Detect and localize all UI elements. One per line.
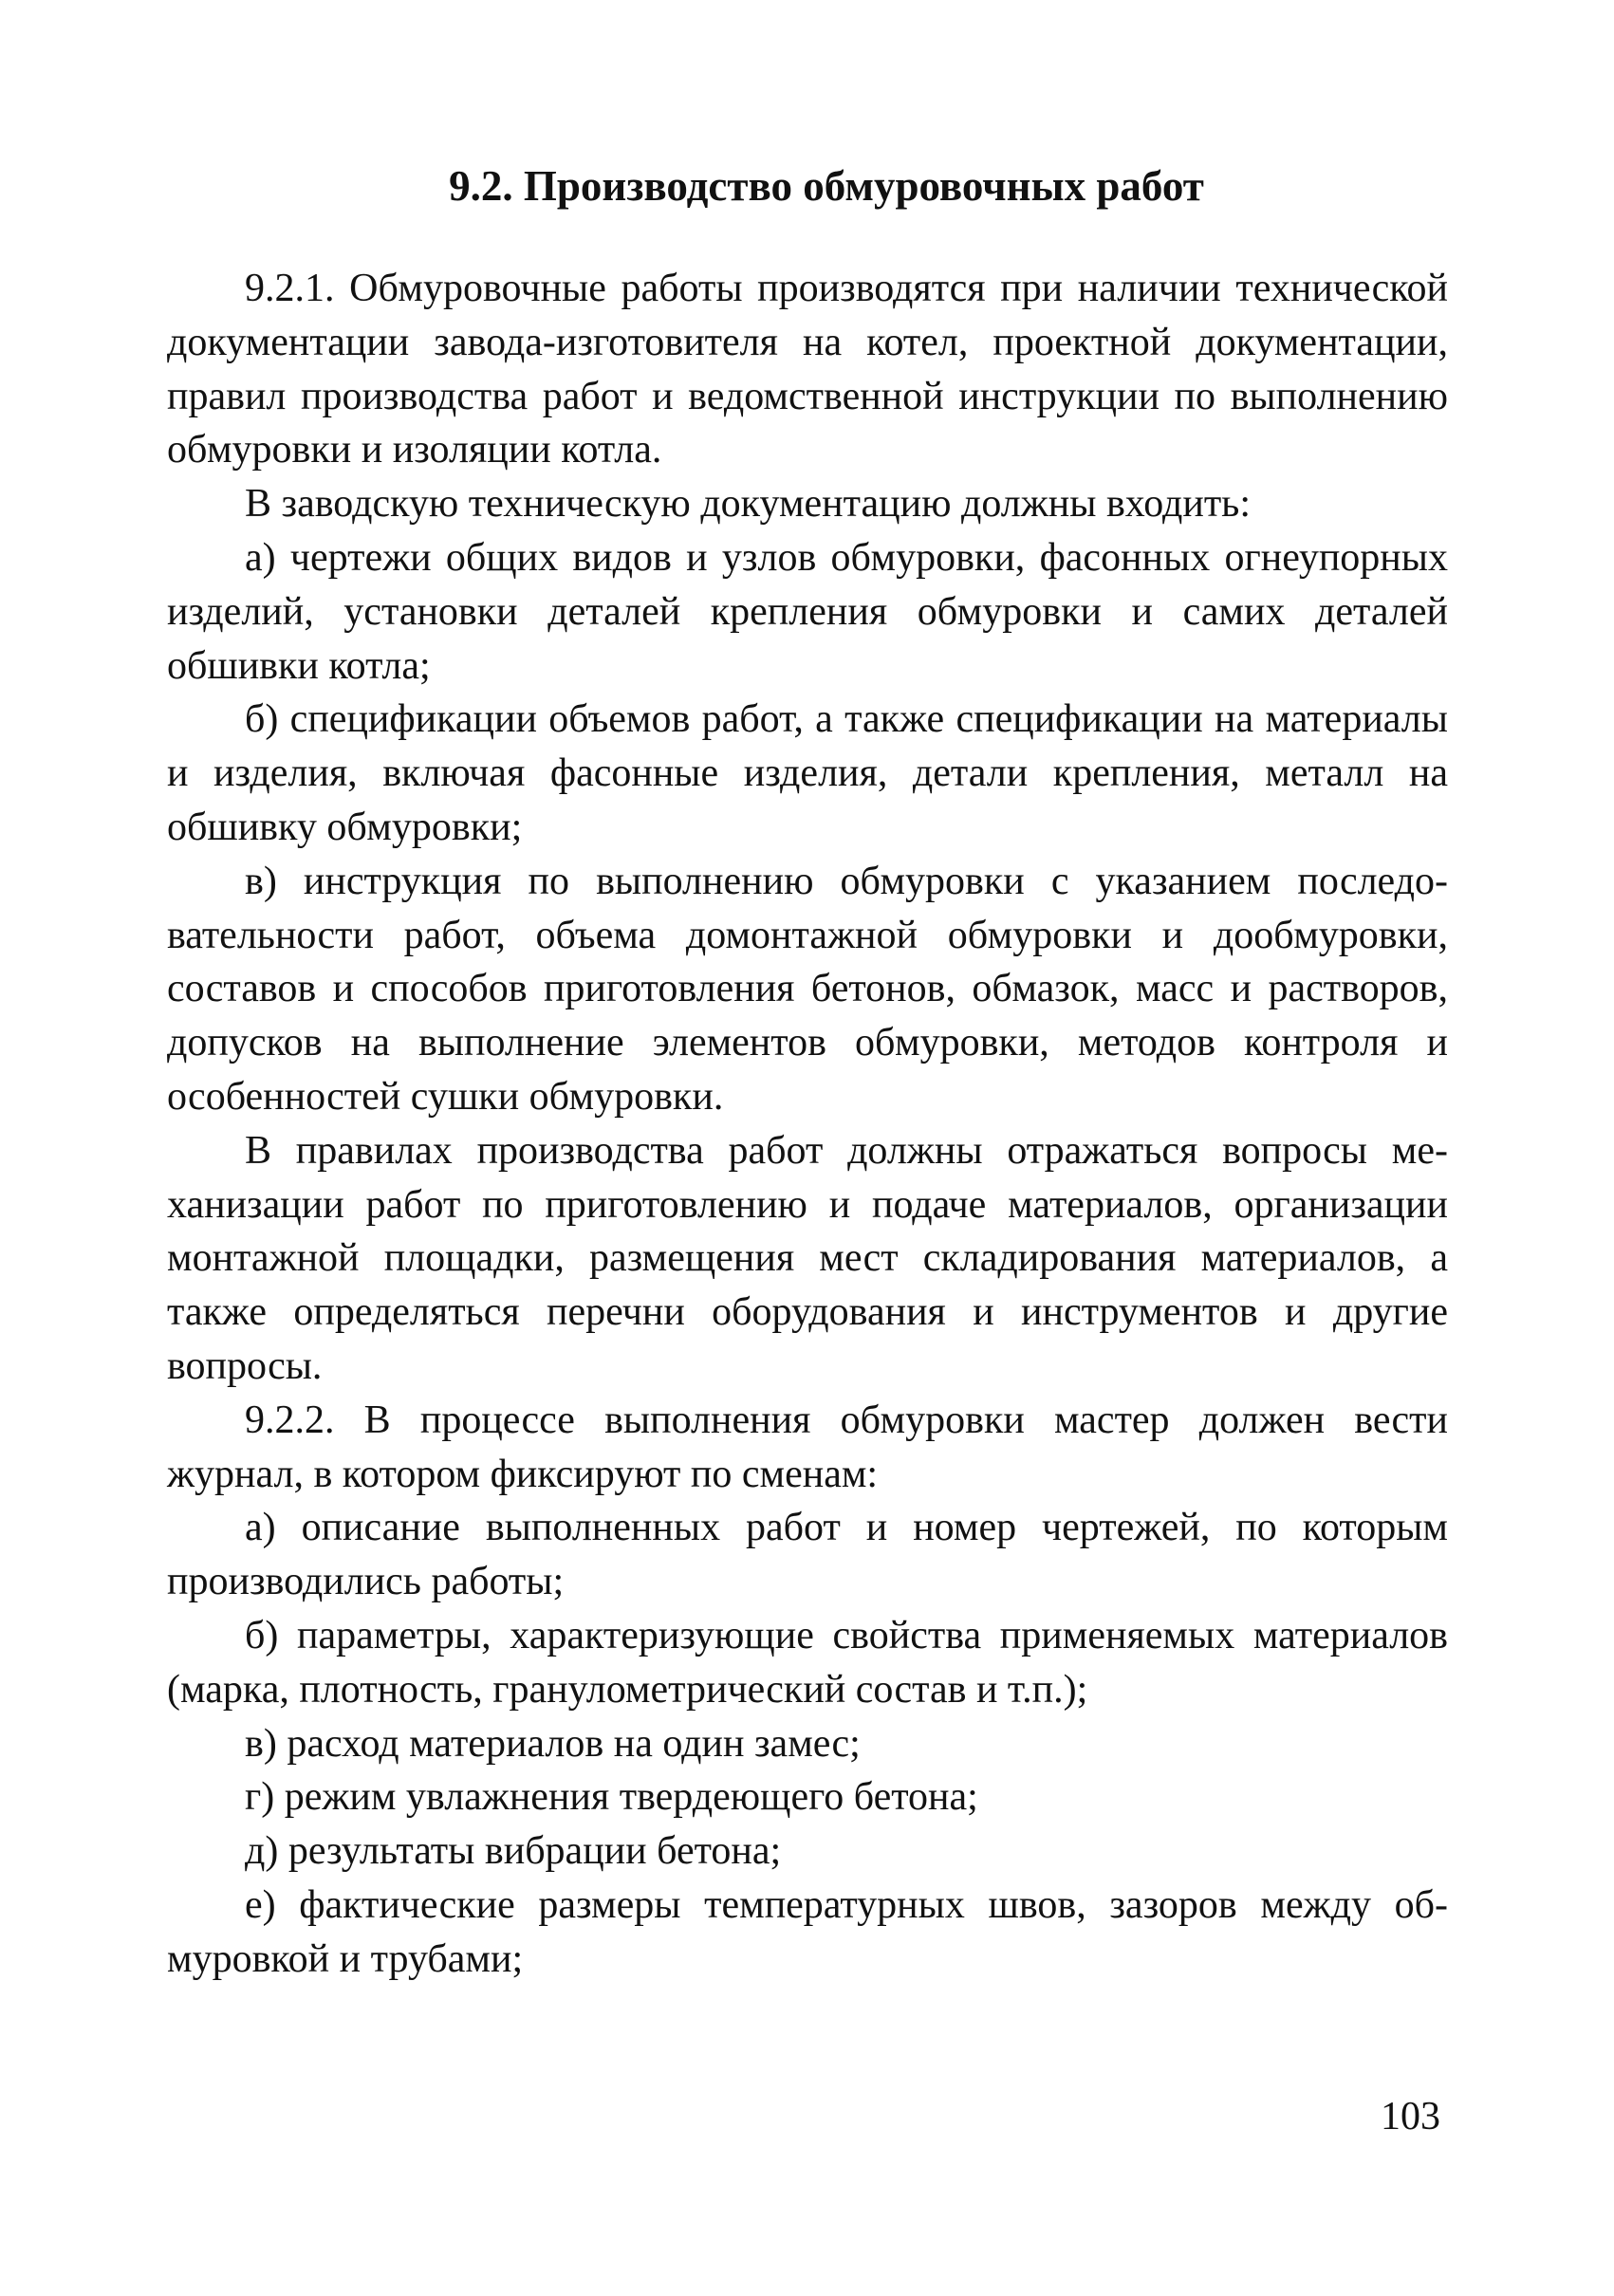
list-item-b-parameters: б) параметры, характеризующие свойства применяемых материалов (марка, плотность, гранулометрический состав и т.п.); bbox=[167, 1613, 1448, 1712]
list-item-v-instruction: в) инструкция по выполнению обмуровки с указанием последовательности работ, объема домонтажной обмуровки и дообмуровки, составов и способов приготовления бетонов, обмазок, масс и растворов, допусков на выполнение элементов обмуровки, методов контроля и особенностей сушки обмуровки. bbox=[167, 859, 1448, 1119]
list-item-b-specifications: б) спецификации объемов работ, а также спецификации на материалы и изделия, включая фасонные изделия, детали крепления, металл на обшивку обмуровки; bbox=[167, 697, 1448, 849]
page-number: 103 bbox=[1381, 2095, 1440, 2139]
list-item-v-consumption: в) расход материалов на один замес; bbox=[245, 1721, 861, 1766]
section-heading: 9.2. Производство обмуровочных работ bbox=[449, 162, 1204, 210]
list-item-g-humidity: г) режим увлажнения твердеющего бетона; bbox=[245, 1775, 978, 1820]
list-item-a-drawings: а) чертежи общих видов и узлов обмуровки, фасонных огнеупорных изделий, установки деталей крепления обмуровки и самих деталей обшивки котла; bbox=[167, 535, 1448, 688]
paragraph-9-2-2: 9.2.2. В процессе выполнения обмуровки мастер должен вести журнал, в котором фиксируют по сменам: bbox=[167, 1398, 1448, 1496]
page-body bbox=[167, 159, 1448, 1987]
list-item-e-dimensions: е) фактические размеры температурных швов, зазоров между обмуровкой и трубами; bbox=[167, 1882, 1448, 1981]
paragraph-work-rules: В правилах производства работ должны отражаться вопросы механизации работ по приготовлению и подаче материалов, организации монтажной площадки, размещения мест складирования материалов, а также определяться перечни оборудования и инструментов и другие вопросы. bbox=[167, 1128, 1448, 1388]
list-item-d-vibration: д) результаты вибрации бетона; bbox=[245, 1829, 782, 1874]
paragraph-9-2-1: 9.2.1. Обмуровочные работы производятся при наличии технической документации завода-изготовителя на котел, проектной документации, правил производства работ и ведомственной инструкции по выполнению обмуровки и изоляции котла. bbox=[167, 267, 1448, 472]
paragraph-doc-contents: В заводскую техническую документацию должны входить: bbox=[245, 482, 1252, 527]
list-item-a-description: а) описание выполненных работ и номер чертежей, по которым производились работы; bbox=[167, 1506, 1448, 1604]
